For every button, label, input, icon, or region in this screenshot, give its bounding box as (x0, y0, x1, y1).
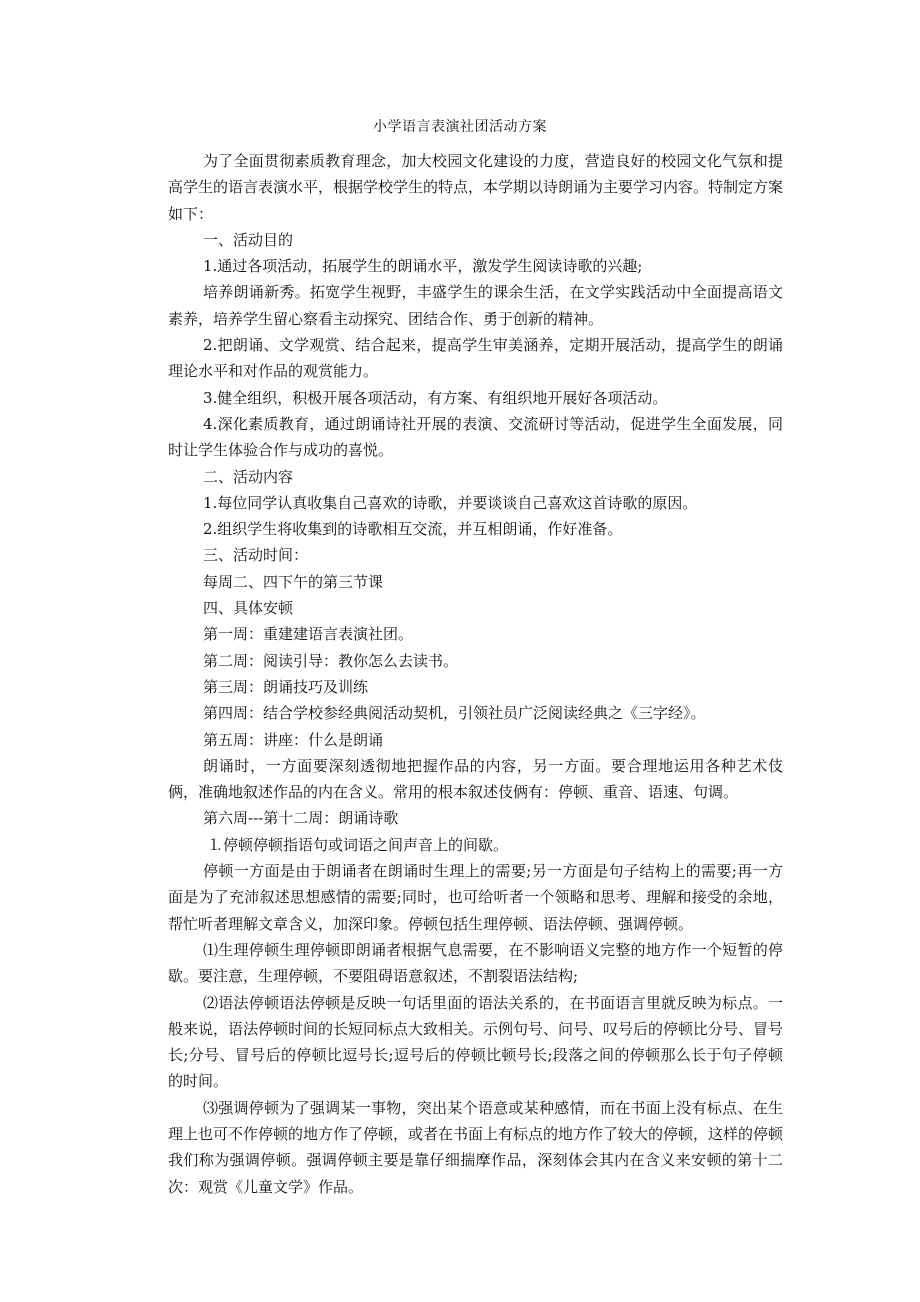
paragraph-grammatical-pause: ⑵语法停顿语法停顿是反映一句话里面的语法关系的，在书面语言里就反映为标点。一般来说，语法停顿时间的长短同标点大致相关。示例句号、问号、叹号后的停顿比分号、冒号长;分号、冒号后的停顿比逗号长;逗号后的停顿比顿号长;段落之间的停顿那么长于句子停顿的时间。 (168, 993, 784, 1091)
document-title: 小学语言表演社团活动方案 (373, 119, 547, 135)
heading-activity-purpose: 一、活动目的 (203, 230, 294, 249)
paragraph-week-6-12: 第六周---第十二周：朗诵诗歌 (203, 809, 399, 828)
paragraph-week-2: 第二周：阅读引导：教你怎么去读书。 (203, 651, 459, 670)
heading-arrangement: 四、具体安顿 (203, 599, 294, 618)
paragraph-time: 每周二、四下午的第三节课 (203, 572, 384, 591)
paragraph-purpose-1-cont: 培养朗诵新秀。拓宽学生视野，丰盛学生的课余生活，在文学实践活动中全面提高语文素养，培养学生留心察看主动探究、团结合作、勇于创新的精神。 (168, 283, 783, 328)
paragraph-week-5: 第五周：讲座：什么是朗诵 (203, 730, 384, 749)
document-body (168, 148, 783, 1200)
paragraph-purpose-3: 3.健全组织，积极开展各项活动，有方案、有组织地开展好各项活动。 (203, 388, 668, 407)
paragraph-purpose-2: 2.把朗诵、文学观赏、结合起来，提高学生审美涵养，定期开展活动，提高学生的朗诵理论水平和对作品的观赏能力。 (168, 336, 783, 381)
paragraph-week-1: 第一周：重建建语言表演社团。 (203, 625, 414, 644)
heading-activity-content: 二、活动内容 (203, 467, 294, 486)
paragraph-purpose-4: 4.深化素质教育，通过朗诵诗社开展的表演、交流研讨等活动，促进学生全面发展，同时让学生体验合作与成功的喜悦。 (168, 414, 783, 460)
paragraph-intro: 为了全面贯彻素质教育理念，加大校园文化建设的力度，营造良好的校园文化气氛和提高学生的语言表演水平，根据学校学生的特点，本学期以诗朗诵为主要学习内容。特制定方案如下： (168, 152, 784, 223)
paragraph-physiological-pause: ⑴生理停顿生理停顿即朗诵者根据气息需要，在不影响语义完整的地方作一个短暂的停歇。要注意，生理停顿，不要阻碍语意叙述，不割裂语法结构; (168, 940, 783, 986)
paragraph-week-3: 第三周：朗诵技巧及训练 (203, 677, 369, 696)
paragraph-pause-definition: ⒈停顿停顿指语句或词语之间声音上的间歇。 (208, 835, 509, 854)
paragraph-week-4: 第四周：结合学校参经典阅活动契机，引领社员广泛阅读经典之《三字经》。 (203, 704, 706, 723)
paragraph-content-2: 2.组织学生将收集到的诗歌相互交流，并互相朗诵，作好准备。 (203, 520, 623, 539)
paragraph-content-1: 1.每位同学认真收集自己喜欢的诗歌，并要谈谈自己喜欢这首诗歌的原因。 (203, 493, 698, 512)
paragraph-emphatic-pause: ⑶强调停顿为了强调某一事物，突出某个语意或某种感情，而在书面上没有标点、在生理上也可不作停顿的地方作了停顿，或者在书面上有标点的地方作了较大的停顿，这样的停顿我们称为强调停顿。强调停顿主要是靠仔细揣摩作品，深刻体会其内在含义来安顿的第十二次：观赏《儿童文学》作品。 (168, 1098, 784, 1196)
paragraph-purpose-1: 1.通过各项活动，拓展学生的朗诵水平，激发学生阅读诗歌的兴趣; (203, 257, 643, 276)
heading-activity-time: 三、活动时间： (203, 546, 309, 565)
paragraph-recitation: 朗诵时，一方面要深刻透彻地把握作品的内容，另一方面。要合理地运用各种艺术伎俩，准确地叙述作品的内在含义。常用的根本叙述伎俩有：停顿、重音、语速、句调。 (168, 756, 783, 802)
paragraph-pause-explanation: 停顿一方面是由于朗诵者在朗诵时生理上的需要;另一方面是句子结构上的需要;再一方面是为了充沛叙述思想感情的需要;同时，也可给听者一个领略和思考、理解和接受的余地，帮忙听者理解文章含义，加深印象。停顿包括生理停顿、语法停顿、强调停顿。 (168, 862, 783, 933)
